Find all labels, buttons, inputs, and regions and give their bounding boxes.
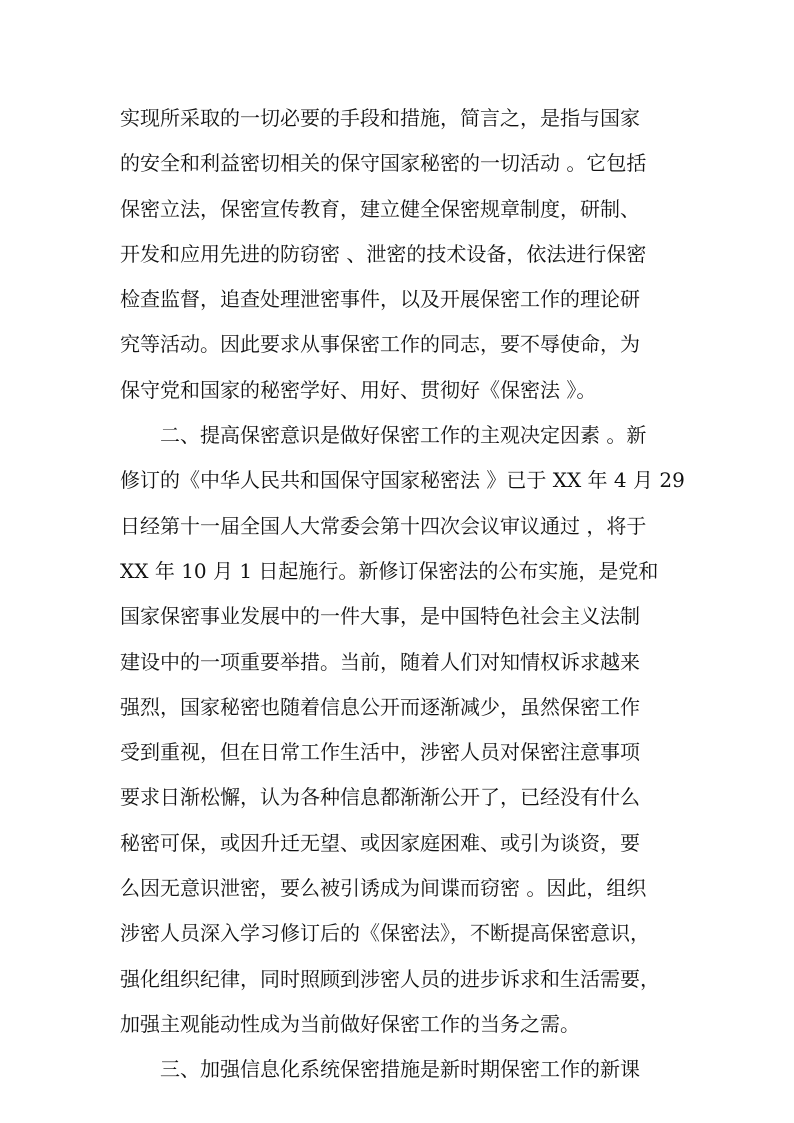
text-line: 究等活动。因此要求从事保密工作的同志，要不辱使命，为 — [120, 332, 640, 357]
text-line: 加强主观能动性成为当前做好保密工作的当务之需。 — [120, 1011, 580, 1036]
text-line: 要求日渐松懈，认为各种信息都渐渐公开了，已经没有什么 — [120, 785, 640, 810]
text-line: 涉密人员深入学习修订后的《保密法》，不断提高保密意识， — [120, 921, 650, 946]
text-line: 强化组织纪律，同时照顾到涉密人员的进步诉求和生活需要， — [120, 966, 660, 991]
text-line: 修订的《中华人民共和国保守国家秘密法 》已于 XX 年 4 月 29 — [120, 468, 685, 493]
section-heading-line: 三、加强信息化系统保密措施是新时期保密工作的新课 — [160, 1057, 640, 1082]
text-line: 保密立法，保密宣传教育，建立健全保密规章制度，研制、 — [120, 196, 640, 221]
text-line: 开发和应用先进的防窃密 、泄密的技术设备，依法进行保密 — [120, 241, 647, 266]
text-line: 秘密可保，或因升迁无望、或因家庭困难、或引为谈资，要 — [120, 830, 640, 855]
text-line: 强烈，国家秘密也随着信息公开而逐渐减少，虽然保密工作 — [120, 694, 640, 719]
text-line: 的安全和利益密切相关的保守国家秘密的一切活动 。它包括 — [120, 151, 647, 176]
text-line: XX 年 10 月 1 日起施行。新修订保密法的公布实施，是党和 — [120, 558, 659, 583]
section-heading-line: 二、提高保密意识是做好保密工作的主观决定因素 。新 — [160, 423, 647, 448]
text-line: 日经第十一届全国人大常委会第十四次会议审议通过 ，将于 — [120, 513, 647, 538]
text-line: 保守党和国家的秘密学好、用好、贯彻好《保密法 》。 — [120, 377, 597, 402]
body-text — [120, 96, 690, 1093]
text-line: 受到重视，但在日常工作生活中，涉密人员对保密注意事项 — [120, 740, 640, 765]
text-line: 实现所采取的一切必要的手段和措施，简言之，是指与国家 — [120, 106, 640, 130]
text-line: 么因无意识泄密，要么被引诱成为间谍而窃密 。因此，组织 — [120, 876, 647, 901]
text-line: 建设中的一项重要举措。当前，随着人们对知情权诉求越来 — [120, 649, 640, 674]
text-line: 检查监督，追查处理泄密事件，以及开展保密工作的理论研 — [120, 287, 640, 312]
text-line: 国家保密事业发展中的一件大事，是中国特色社会主义法制 — [120, 604, 640, 629]
